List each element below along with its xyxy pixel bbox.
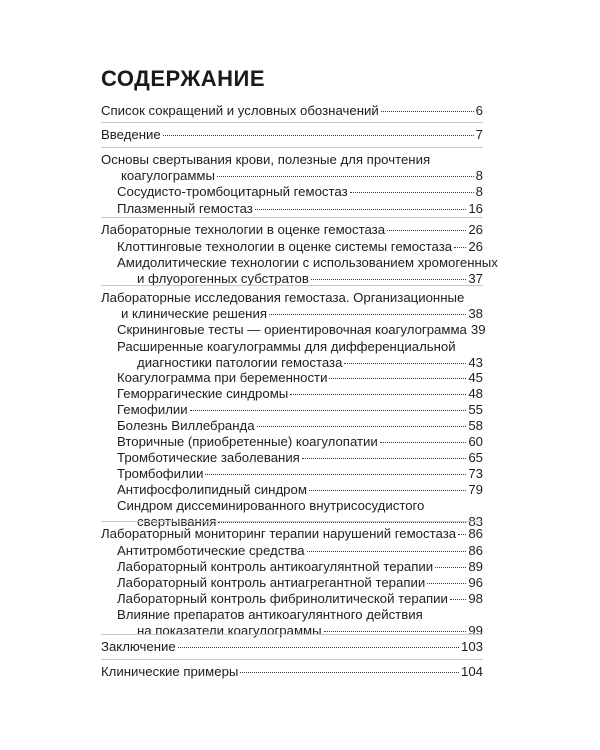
toc-entry-title: Сосудисто-тромбоцитарный гемостаз: [117, 184, 348, 199]
section-divider: [101, 285, 483, 286]
dot-leader: [163, 134, 474, 136]
dot-leader: [240, 671, 459, 673]
toc-entry-title: Антифосфолипидный синдром: [117, 482, 307, 497]
toc-line: [117, 498, 424, 513]
toc-entry-title: Введение: [101, 127, 161, 142]
toc-entry-title: Лабораторные технологии в оценке гемостаза: [101, 222, 386, 237]
toc-entry-title: Лабораторный контроль антикоагулянтной терапии: [117, 559, 434, 574]
toc-line: [117, 450, 483, 465]
toc-page-number: 73: [468, 466, 483, 481]
toc-entry-title: Расширенные коагулограммы для дифференциальной: [117, 339, 456, 354]
dot-leader: [190, 409, 467, 411]
toc-page-number: 86: [468, 526, 483, 541]
page-title: СОДЕРЖАНИЕ: [101, 66, 266, 91]
toc-entry-title: Болезнь Виллебранда: [117, 418, 255, 433]
toc-line: [117, 575, 483, 590]
toc-entry-title: коагулограммы: [121, 168, 215, 183]
dot-leader: [380, 441, 467, 443]
toc-page-number: 89: [468, 559, 483, 574]
toc-entry-title: Тромбофилии: [117, 466, 204, 481]
toc-page-number: 16: [468, 201, 483, 216]
toc-page-number: 58: [468, 418, 483, 433]
toc-line: [117, 402, 483, 417]
toc-entry-title: на показатели коагулограммы: [137, 623, 322, 638]
toc-line: [101, 152, 430, 167]
section-divider: [101, 122, 483, 123]
toc-entry-title: Геморрагические синдромы: [117, 386, 289, 401]
dot-leader: [302, 457, 467, 459]
dot-leader: [435, 566, 466, 568]
toc-line: [117, 201, 483, 216]
toc-page-number: 45: [468, 370, 483, 385]
dot-leader: [205, 473, 466, 475]
dot-leader: [454, 246, 466, 248]
toc-page-number: 43: [468, 355, 483, 370]
toc-entry-title: свертывания: [137, 514, 217, 529]
toc-line: [117, 543, 483, 558]
dot-leader: [344, 362, 466, 364]
toc-line: [101, 222, 483, 237]
toc-page-number: 48: [468, 386, 483, 401]
dot-leader: [307, 550, 467, 552]
toc-line: [101, 103, 483, 118]
toc-page-number: 83: [468, 514, 483, 529]
dot-leader: [350, 191, 474, 193]
toc-line: [117, 184, 483, 199]
section-divider: [101, 217, 483, 218]
toc-line: [101, 127, 483, 142]
dot-leader: [450, 598, 466, 600]
toc-line: [137, 355, 483, 370]
toc-line: [117, 322, 486, 337]
toc-page-number: 37: [468, 271, 483, 286]
section-divider: [101, 659, 483, 660]
toc-entry-title: Тромботические заболевания: [117, 450, 300, 465]
toc-page-number: 26: [468, 222, 483, 237]
toc-line: [117, 386, 483, 401]
toc-page-number: 79: [468, 482, 483, 497]
toc-line: [137, 623, 483, 638]
toc-line: [137, 271, 483, 286]
toc-page-number: 26: [468, 239, 483, 254]
dot-leader: [387, 229, 466, 231]
toc-line: [117, 482, 483, 497]
toc-page-number: 8: [475, 168, 483, 183]
toc-line: [117, 370, 483, 385]
toc-line: [117, 339, 456, 354]
toc-entry-title: Лабораторный мониторинг терапии нарушений гемостаза: [101, 526, 457, 541]
toc-entry-title: Лабораторный контроль антиагрегантной терапии: [117, 575, 426, 590]
toc-entry-title: Амидолитические технологии с использованием хромогенных: [117, 255, 498, 270]
dot-leader: [324, 630, 467, 632]
toc-line: [117, 607, 423, 622]
dot-leader: [309, 489, 466, 491]
toc-line: [101, 526, 483, 541]
dot-leader: [329, 377, 466, 379]
toc-page-number: 86: [468, 543, 483, 558]
toc-line: [101, 664, 483, 679]
dot-leader: [257, 425, 467, 427]
toc-entry-title: Влияние препаратов антикоагулянтного действия: [117, 607, 423, 622]
toc-entry-title: Основы свертывания крови, полезные для прочтения: [101, 152, 431, 167]
toc-page-number: 99: [468, 623, 483, 638]
dot-leader: [427, 582, 466, 584]
dot-leader: [458, 533, 466, 535]
toc-line: [117, 239, 483, 254]
toc-page-number: 39: [470, 322, 486, 337]
toc-page-number: 98: [468, 591, 483, 606]
toc-page-number: 65: [468, 450, 483, 465]
toc-entry-title: Коагулограмма при беременности: [117, 370, 328, 385]
toc-line: [101, 639, 483, 654]
dot-leader: [178, 646, 459, 648]
dot-leader: [217, 175, 474, 177]
toc-entry-title: Лабораторный контроль фибринолитической терапии: [117, 591, 448, 606]
toc-line: [117, 466, 483, 481]
toc-page-number: 103: [460, 639, 483, 654]
toc-line: [121, 168, 483, 183]
toc-entry-title: и флуорогенных субстратов: [137, 271, 309, 286]
toc-entry-title: Клоттинговые технологии в оценке системы гемостаза: [117, 239, 453, 254]
toc-entry-title: и клинические решения: [121, 306, 267, 321]
toc-line: [117, 418, 483, 433]
toc-line: [101, 290, 464, 305]
dot-leader: [269, 313, 466, 315]
toc-page-number: 60: [468, 434, 483, 449]
section-divider: [101, 521, 483, 522]
toc-entry-title: Вторичные (приобретенные) коагулопатии: [117, 434, 378, 449]
toc-page-number: 96: [468, 575, 483, 590]
toc-line: [117, 591, 483, 606]
toc-entry-title: диагностики патологии гемостаза: [137, 355, 343, 370]
toc-page-number: 7: [475, 127, 483, 142]
toc-page-number: 104: [460, 664, 483, 679]
section-divider: [101, 634, 483, 635]
dot-leader: [290, 393, 466, 395]
dot-leader: [255, 208, 466, 210]
toc-entry-title: Лабораторные исследования гемостаза. Организационные: [101, 290, 465, 305]
toc-page-number: 38: [468, 306, 483, 321]
dot-leader: [311, 278, 466, 280]
section-divider: [101, 147, 483, 148]
toc-entry-title: Антитромботические средства: [117, 543, 305, 558]
toc-entry-title: Клинические примеры: [101, 664, 239, 679]
toc-page-number: 55: [468, 402, 483, 417]
dot-leader: [381, 110, 474, 112]
toc-entry-title: Скрининговые тесты — ориентировочная коагулограмма: [117, 322, 467, 337]
toc-line: [117, 255, 498, 270]
toc-line: [121, 306, 483, 321]
toc-line: [117, 434, 483, 449]
toc-line: [117, 559, 483, 574]
toc-entry-title: Гемофилии: [117, 402, 188, 417]
toc-page-number: 8: [475, 184, 483, 199]
toc-entry-title: Плазменный гемостаз: [117, 201, 253, 216]
toc-entry-title: Синдром диссеминированного внутрисосудистого: [117, 498, 425, 513]
toc-page-number: 6: [475, 103, 483, 118]
toc-entry-title: Список сокращений и условных обозначений: [101, 103, 379, 118]
toc-entry-title: Заключение: [101, 639, 176, 654]
